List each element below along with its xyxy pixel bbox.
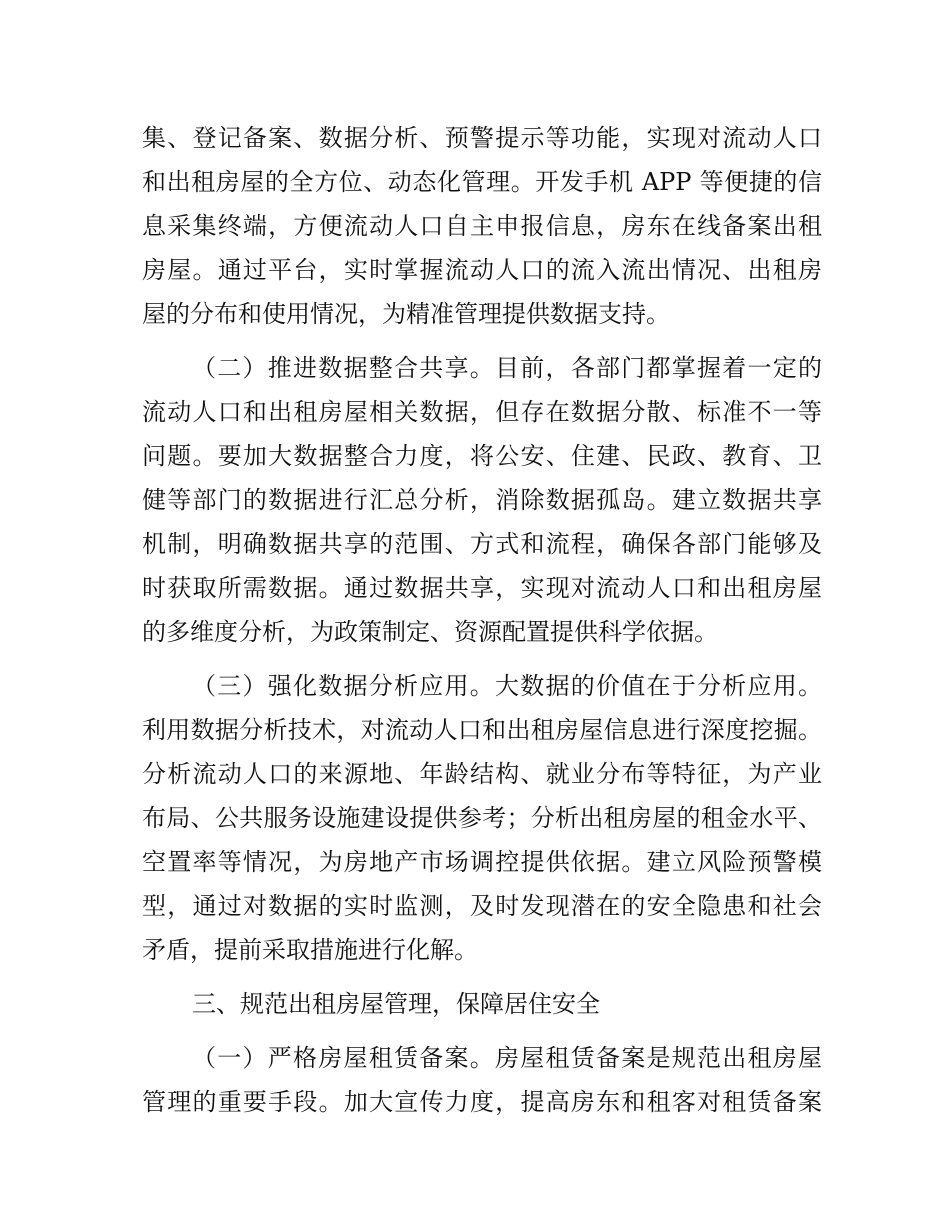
paragraph-first-line: （三）强化数据分析应用。大数据的价值在于分析应用。 (192, 672, 822, 700)
text-line: 分析流动人口的来源地、年龄结构、就业分布等特征，为产业 (142, 760, 822, 788)
paragraph-first-line: （一）严格房屋租赁备案。房屋租赁备案是规范出租房屋 (192, 1044, 822, 1072)
text-line: 矛盾，提前采取措施进行化解。 (142, 936, 478, 964)
text-line: 布局、公共服务设施建设提供参考；分析出租房屋的租金水平、 (142, 804, 822, 832)
text-line: 健等部门的数据进行汇总分析，消除数据孤岛。建立数据共享 (142, 486, 822, 514)
text-line: 集、登记备案、数据分析、预警提示等功能，实现对流动人口 (142, 124, 822, 152)
text-line: 息采集终端，方便流动人口自主申报信息，房东在线备案出租 (142, 212, 822, 240)
text-line: 流动人口和出租房屋相关数据，但存在数据分散、标准不一等 (142, 398, 822, 426)
text-line: 的多维度分析，为政策制定、资源配置提供科学依据。 (142, 618, 718, 646)
text-line: 时获取所需数据。通过数据共享，实现对流动人口和出租房屋 (142, 574, 822, 602)
text-line: 屋的分布和使用情况，为精准管理提供数据支持。 (142, 300, 670, 328)
text-line: 和出租房屋的全方位、动态化管理。开发手机 APP 等便捷的信 (142, 168, 822, 196)
section-heading: 三、规范出租房屋管理，保障居住安全 (192, 990, 600, 1018)
text-line: 空置率等情况，为房地产市场调控提供依据。建立风险预警模 (142, 848, 822, 876)
text-line: 问题。要加大数据整合力度，将公安、住建、民政、教育、卫 (142, 442, 822, 470)
paragraph-first-line: （二）推进数据整合共享。目前，各部门都掌握着一定的 (192, 354, 822, 382)
text-line: 房屋。通过平台，实时掌握流动人口的流入流出情况、出租房 (142, 256, 822, 284)
text-line: 管理的重要手段。加大宣传力度，提高房东和租客对租赁备案 (142, 1088, 822, 1116)
text-line: 利用数据分析技术，对流动人口和出租房屋信息进行深度挖掘。 (142, 716, 822, 744)
text-line: 机制，明确数据共享的范围、方式和流程，确保各部门能够及 (142, 530, 822, 558)
text-line: 型，通过对数据的实时监测，及时发现潜在的安全隐患和社会 (142, 892, 822, 920)
